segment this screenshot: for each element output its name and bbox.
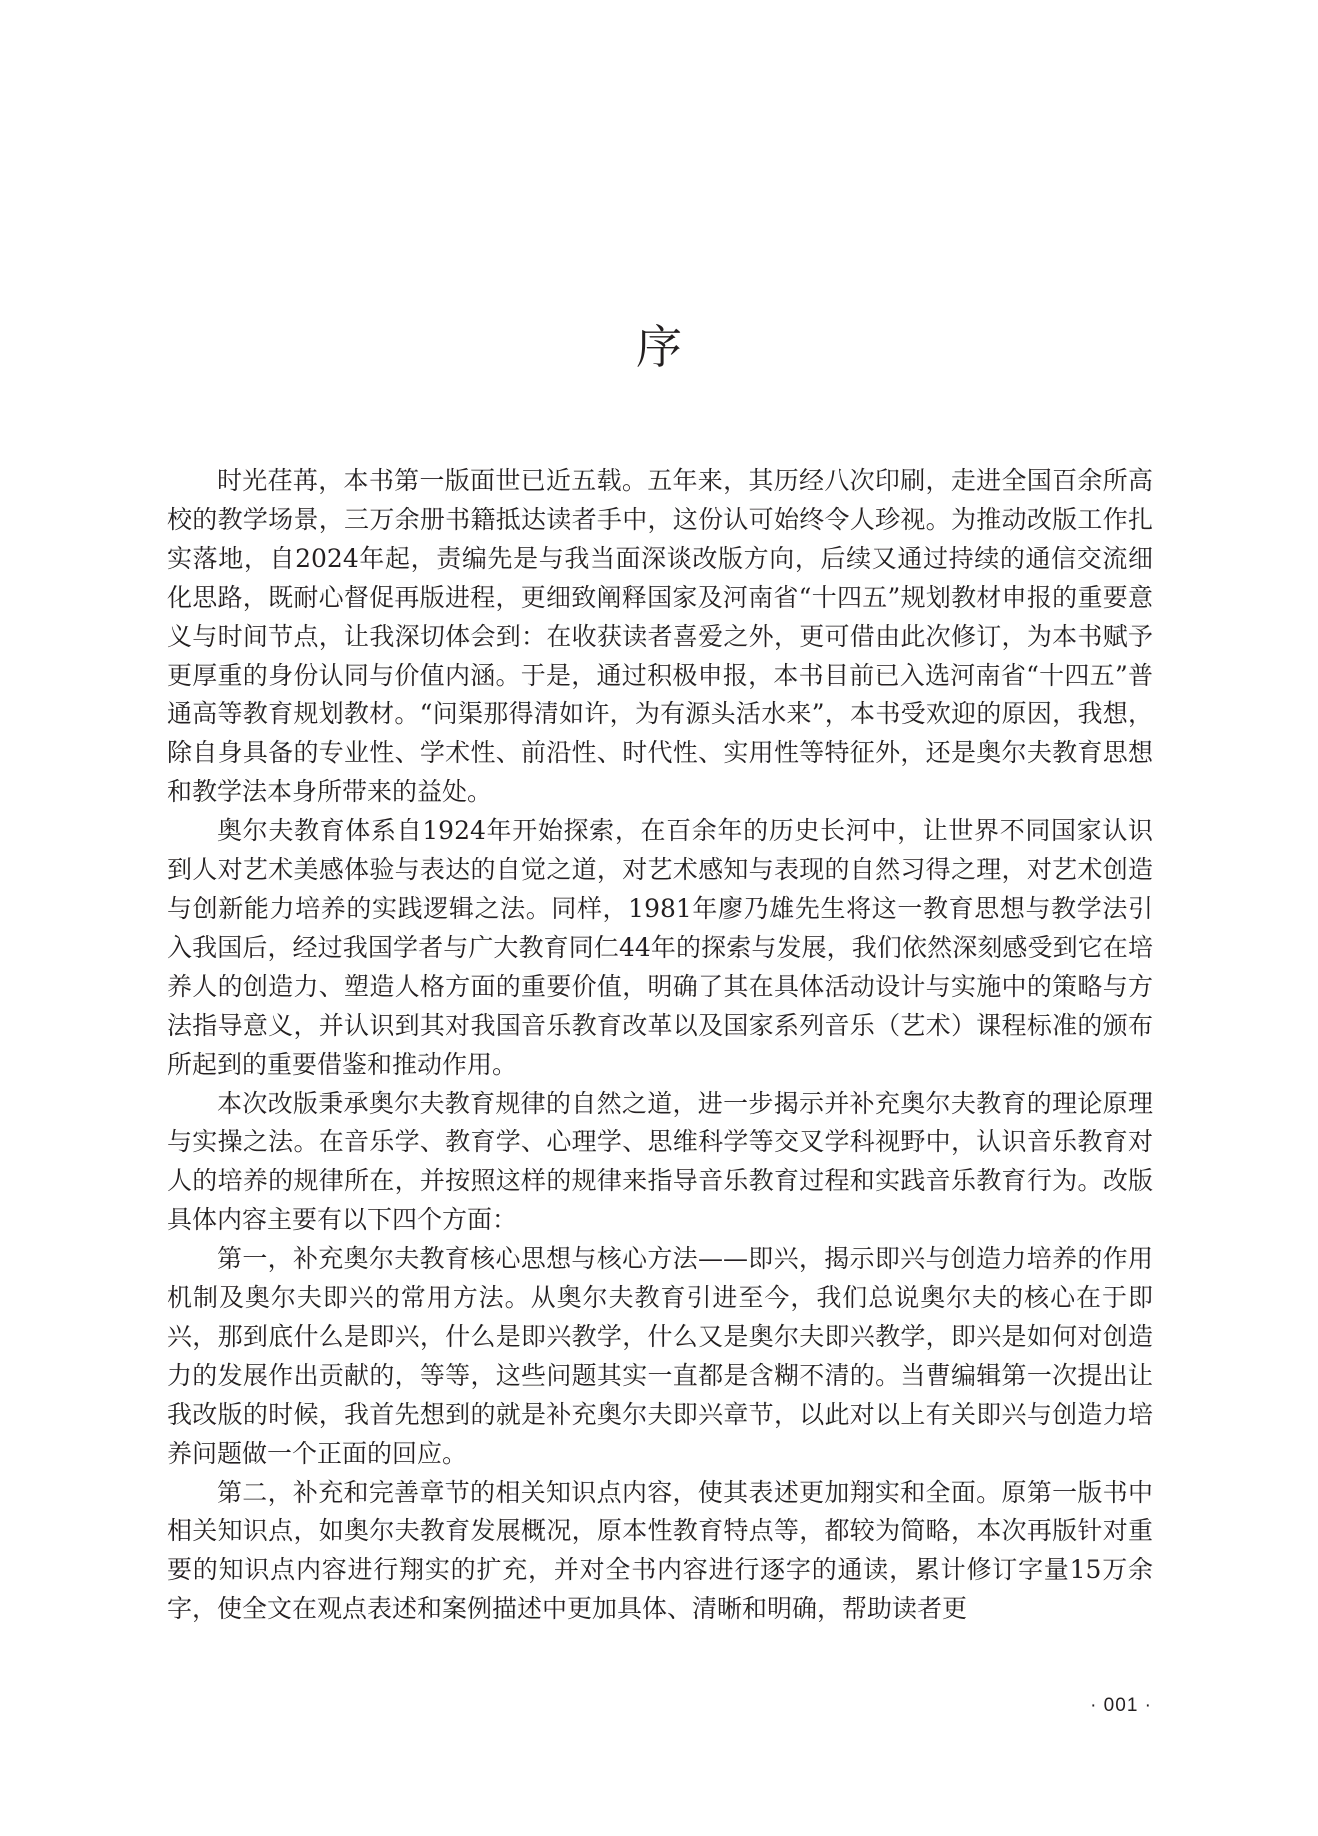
paragraph-4: 第一，补充奥尔夫教育核心思想与核心方法——即兴，揭示即兴与创造力培养的作用机制及奥尔夫即兴的常用方法。从奥尔夫教育引进至今，我们总说奥尔夫的核心在于即兴，那到底什么是即兴，什么是即兴教学，什么又是奥尔夫即兴教学，即兴是如何对创造力的发展作出贡献的，等等，这些问题其实一直都是含糊不清的。当曹编辑第一次提出让我改版的时候，我首先想到的就是补充奥尔夫即兴章节，以此对以上有关即兴与创造力培养问题做一个正面的回应。 <box>167 1244 1153 1468</box>
page-number: · 001 · <box>1090 1695 1152 1716</box>
body-text <box>167 462 1153 1629</box>
paragraph-1: 时光荏苒，本书第一版面世已近五载。五年来，其历经八次印刷，走进全国百余所高校的教学场景，三万余册书籍抵达读者手中，这份认可始终令人珍视。为推动改版工作扎实落地，自2024年起，责编先是与我当面深谈改版方向，后续又通过持续的通信交流细化思路，既耐心督促再版进程，更细致阐释国家及河南省“十四五”规划教材申报的重要意义与时间节点，让我深切体会到：在收获读者喜爱之外，更可借由此次修订，为本书赋予更厚重的身份认同与价值内涵。于是，通过积极申报，本书目前已入选河南省“十四五”普通高等教育规划教材。“问渠那得清如许，为有源头活水来”，本书受欢迎的原因，我想，除自身具备的专业性、学术性、前沿性、时代性、实用性等特征外，还是奥尔夫教育思想和教学法本身所带来的益处。 <box>167 466 1153 807</box>
paragraph-3: 本次改版秉承奥尔夫教育规律的自然之道，进一步揭示并补充奥尔夫教育的理论原理与实操之法。在音乐学、教育学、心理学、思维科学等交叉学科视野中，认识音乐教育对人的培养的规律所在，并按照这样的规律来指导音乐教育过程和实践音乐教育行为。改版具体内容主要有以下四个方面： <box>167 1088 1153 1235</box>
page-title: 序 <box>636 320 682 374</box>
paragraph-2: 奥尔夫教育体系自1924年开始探索，在百余年的历史长河中，让世界不同国家认识到人对艺术美感体验与表达的自觉之道，对艺术感知与表现的自然习得之理，对艺术创造与创新能力培养的实践逻辑之法。同样，1981年廖乃雄先生将这一教育思想与教学法引入我国后，经过我国学者与广大教育同仁44年的探索与发展，我们依然深刻感受到它在培养人的创造力、塑造人格方面的重要价值，明确了其在具体活动设计与实施中的策略与方法指导意义，并认识到其对我国音乐教育改革以及国家系列音乐（艺术）课程标准的颁布所起到的重要借鉴和推动作用。 <box>167 816 1153 1079</box>
paragraph-5: 第二，补充和完善章节的相关知识点内容，使其表述更加翔实和全面。原第一版书中相关知识点，如奥尔夫教育发展概况，原本性教育特点等，都较为简略，本次再版针对重要的知识点内容进行翔实的扩充，并对全书内容进行逐字的通读，累计修订字量15万余字，使全文在观点表述和案例描述中更加具体、清晰和明确，帮助读者更 <box>167 1477 1153 1624</box>
